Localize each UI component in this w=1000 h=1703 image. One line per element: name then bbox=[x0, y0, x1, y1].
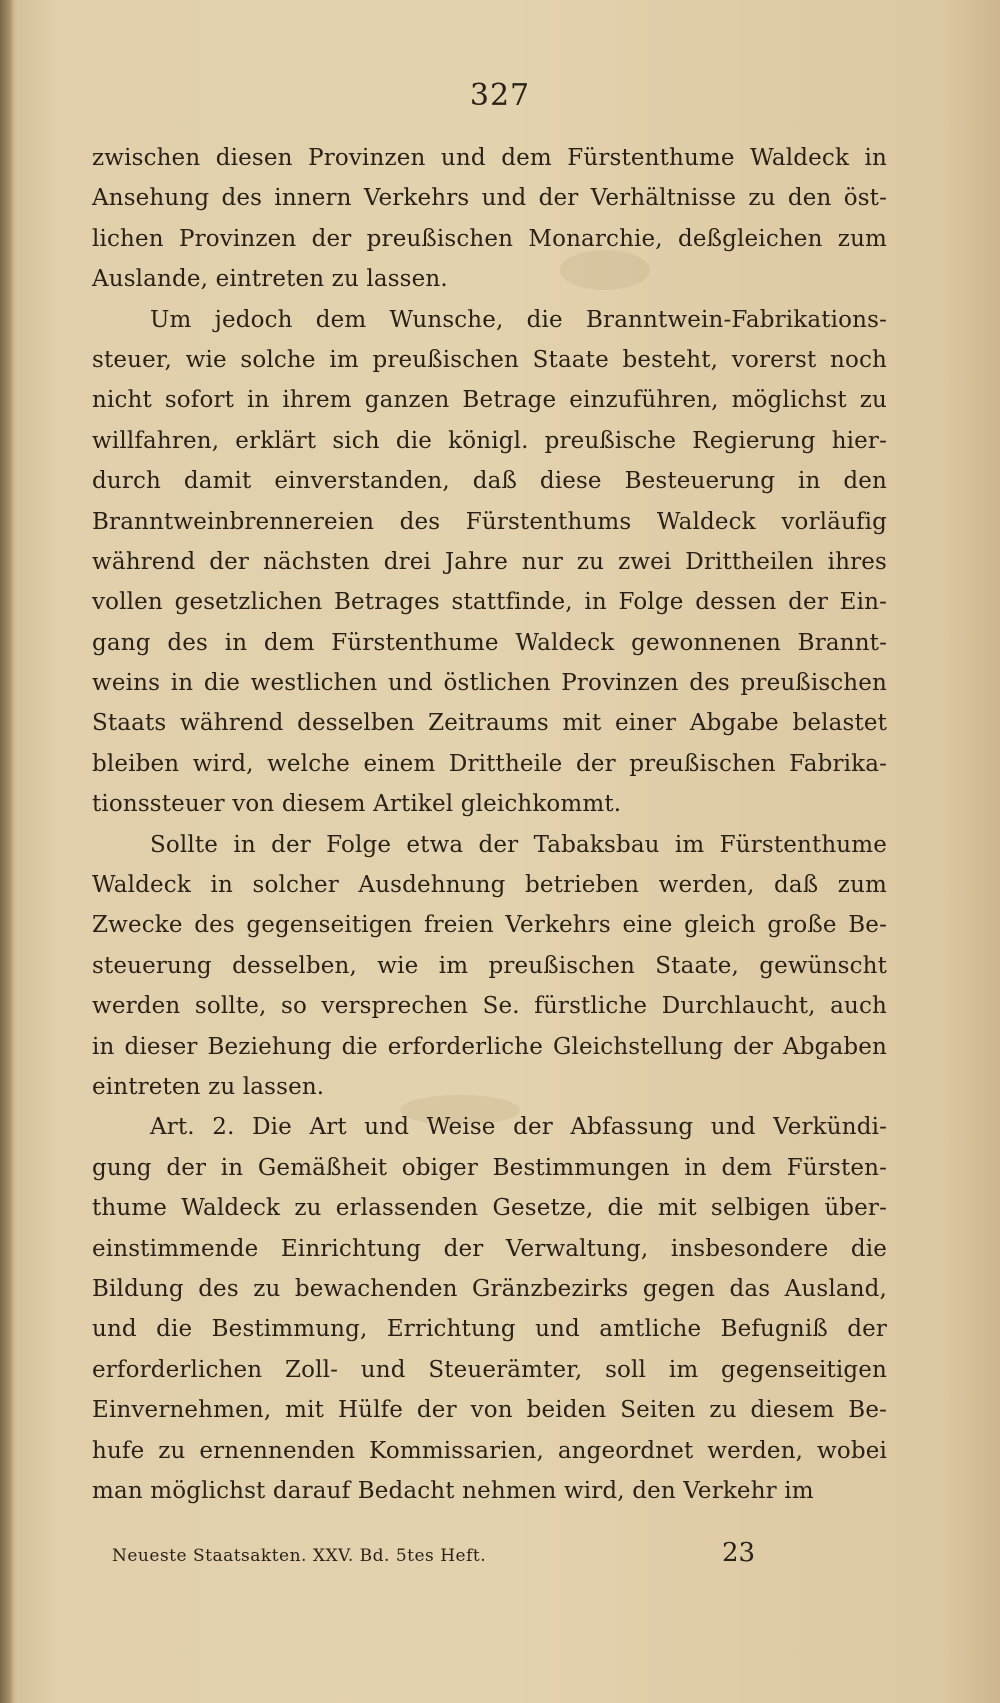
text-line: thume Waldeck zu erlassenden Gesetze, die mit selbigen über- bbox=[92, 1195, 887, 1222]
text-line: werden sollte, so versprechen Se. fürstliche Durchlaucht, auch bbox=[92, 993, 887, 1020]
text-line: man möglichst darauf Bedacht nehmen wird, den Verkehr im bbox=[92, 1477, 814, 1504]
text-line: Einvernehmen, mit Hülfe der von beiden Seiten zu diesem Be- bbox=[92, 1397, 887, 1424]
book-spine-shadow bbox=[0, 0, 14, 1703]
text-line: Branntweinbrennereien des Fürstenthums Waldeck vorläufig bbox=[92, 508, 887, 535]
text-line: vollen gesetzlichen Betrages stattfinde, in Folge dessen der Ein- bbox=[92, 589, 887, 616]
text-line: Um jedoch dem Wunsche, die Branntwein-Fabrikations- bbox=[150, 306, 887, 333]
text-line: Ansehung des innern Verkehrs und der Verhältnisse zu den öst- bbox=[92, 185, 887, 212]
text-line: Staats während desselben Zeitraums mit einer Abgabe belastet bbox=[92, 710, 887, 737]
text-line: Zwecke des gegenseitigen freien Verkehrs eine gleich große Be- bbox=[92, 912, 887, 939]
text-line: einstimmende Einrichtung der Verwaltung, insbesondere die bbox=[92, 1235, 887, 1262]
page-footer bbox=[112, 1540, 772, 1580]
text-line: Bildung des zu bewachenden Gränzbezirks gegen das Ausland, bbox=[92, 1275, 887, 1302]
text-line: steuer, wie solche im preußischen Staate besteht, vorerst noch bbox=[92, 346, 887, 373]
text-line: durch damit einverstanden, daß diese Besteuerung in den bbox=[92, 468, 887, 495]
text-line: gung der in Gemäßheit obiger Bestimmungen in dem Fürsten- bbox=[92, 1154, 887, 1181]
text-line: Art. 2. Die Art und Weise der Abfassung und Verkündi- bbox=[150, 1114, 887, 1141]
text-line: gang des in dem Fürstenthume Waldeck gewonnenen Brannt- bbox=[92, 629, 887, 656]
text-line: willfahren, erklärt sich die königl. preußische Regierung hier- bbox=[92, 427, 887, 454]
text-line: und die Bestimmung, Errichtung und amtliche Befugniß der bbox=[92, 1316, 887, 1343]
text-line: Auslande, eintreten zu lassen. bbox=[92, 266, 448, 293]
page-number: 327 bbox=[469, 78, 531, 113]
text-line: bleiben wird, welche einem Drittheile der preußischen Fabrika- bbox=[92, 750, 887, 777]
text-line: lichen Provinzen der preußischen Monarchie, deßgleichen zum bbox=[92, 225, 887, 252]
text-line: während der nächsten drei Jahre nur zu zwei Drittheilen ihres bbox=[92, 548, 887, 575]
text-line: nicht sofort in ihrem ganzen Betrage einzuführen, möglichst zu bbox=[92, 387, 887, 414]
text-line: tionssteuer von diesem Artikel gleichkommt. bbox=[92, 791, 622, 818]
text-line: steuerung desselben, wie im preußischen Staate, gewünscht bbox=[92, 952, 887, 979]
text-line: erforderlichen Zoll- und Steuerämter, soll im gegenseitigen bbox=[92, 1356, 887, 1383]
signature-mark: 23 bbox=[722, 1538, 756, 1568]
body-text bbox=[92, 138, 887, 1511]
text-line: Waldeck in solcher Ausdehnung betrieben werden, daß zum bbox=[92, 872, 887, 899]
text-line: Sollte in der Folge etwa der Tabaksbau im Fürstenthume bbox=[150, 831, 887, 858]
text-line: zwischen diesen Provinzen und dem Fürstenthume Waldeck in bbox=[92, 145, 887, 171]
text-line: weins in die westlichen und östlichen Provinzen des preußischen bbox=[92, 670, 887, 697]
running-footer-title: Neueste Staatsakten. XXV. Bd. 5tes Heft. bbox=[112, 1546, 487, 1566]
text-line: in dieser Beziehung die erforderliche Gleichstellung der Abgaben bbox=[92, 1033, 887, 1060]
text-line: eintreten zu lassen. bbox=[92, 1073, 325, 1100]
text-line: hufe zu ernennenden Kommissarien, angeordnet werden, wobei bbox=[92, 1437, 887, 1464]
